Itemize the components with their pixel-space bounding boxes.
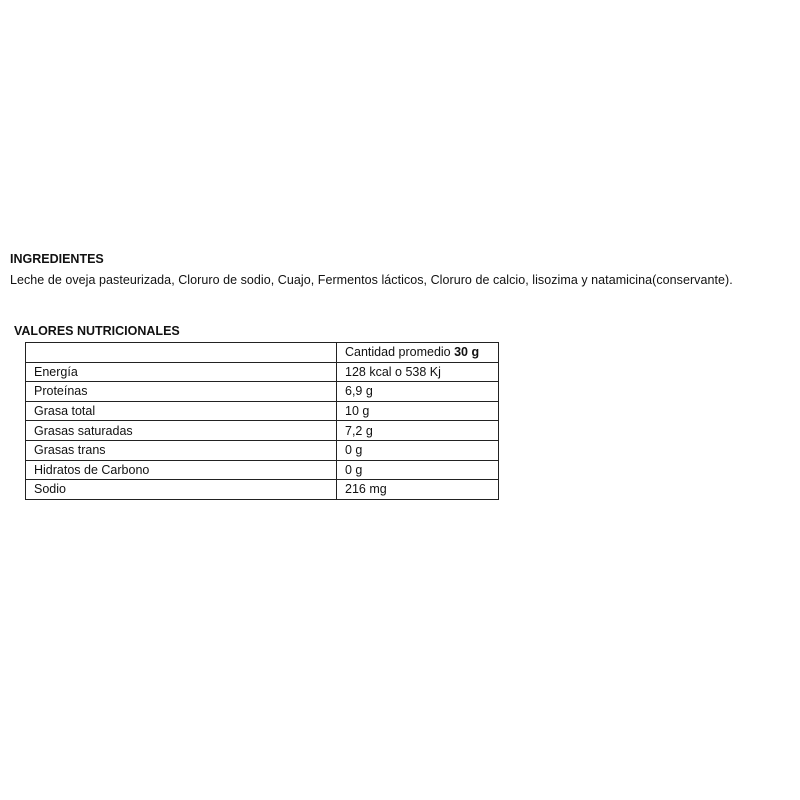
nutrient-name: Grasas saturadas: [26, 421, 337, 441]
nutrient-value: 0 g: [337, 440, 499, 460]
nutrient-name: Grasa total: [26, 401, 337, 421]
nutrient-value: 10 g: [337, 401, 499, 421]
table-row: [26, 460, 499, 480]
table-row: [26, 382, 499, 402]
table-row: [26, 401, 499, 421]
serving-size-amount: 30 g: [454, 345, 480, 360]
nutrient-value: 6,9 g: [337, 382, 499, 402]
table-row: [26, 421, 499, 441]
table-row: [26, 362, 499, 382]
serving-size-label: Cantidad promedio: [345, 345, 455, 360]
nutrient-value: 0 g: [337, 460, 499, 480]
nutrition-table: [25, 342, 499, 500]
nutrient-value: 216 mg: [337, 480, 499, 500]
ingredients-text: Leche de oveja pasteurizada, Cloruro de sodio, Cuajo, Fermentos lácticos, Cloruro de calcio, lisozima y natamicina(conservante).: [10, 273, 733, 287]
table-header-row: [26, 343, 499, 363]
header-empty-cell: [26, 343, 337, 363]
nutrition-heading: VALORES NUTRICIONALES: [14, 324, 180, 338]
nutrient-name: Proteínas: [26, 382, 337, 402]
table-row: [26, 440, 499, 460]
ingredients-heading: INGREDIENTES: [10, 252, 104, 266]
nutrient-value: 7,2 g: [337, 421, 499, 441]
nutrient-name: Energía: [26, 362, 337, 382]
nutrient-name: Hidratos de Carbono: [26, 460, 337, 480]
nutrient-name: Sodio: [26, 480, 337, 500]
serving-size-cell: [337, 343, 499, 363]
table-row: [26, 480, 499, 500]
nutrient-name: Grasas trans: [26, 440, 337, 460]
nutrient-value: 128 kcal o 538 Kj: [337, 362, 499, 382]
